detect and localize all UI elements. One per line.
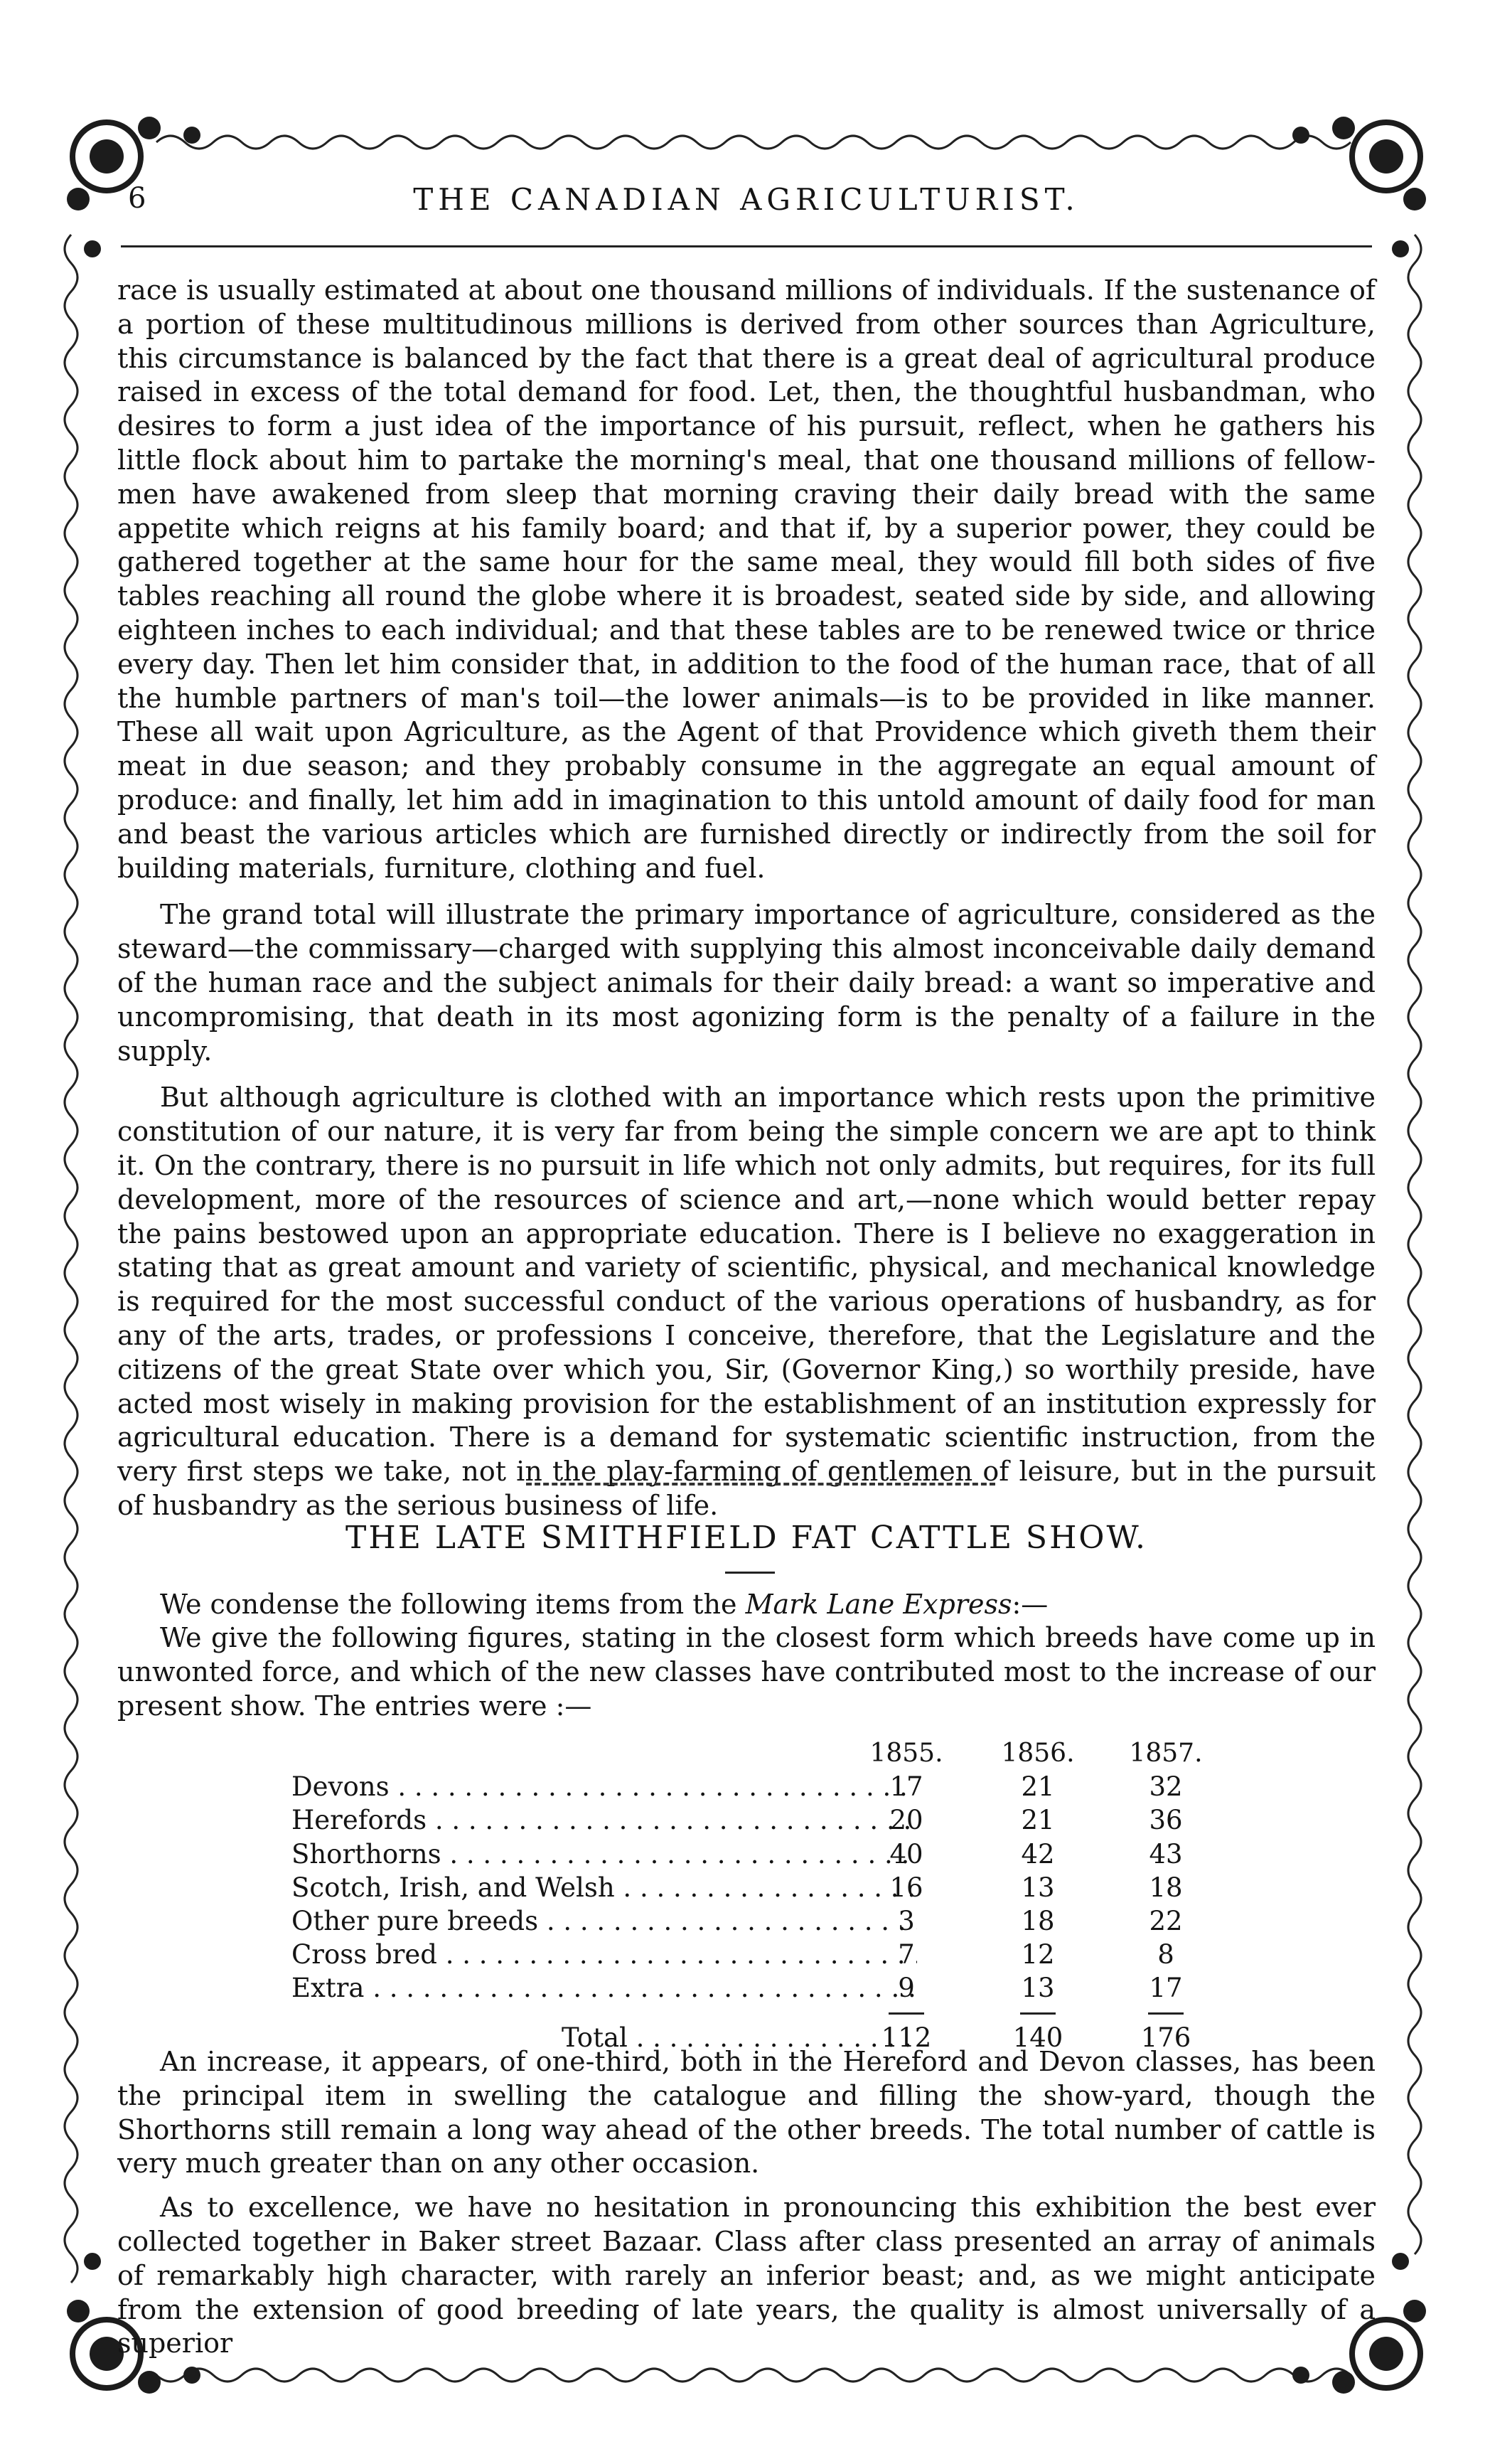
source-intro: [117, 1587, 1376, 1621]
running-header: [121, 178, 1372, 228]
paragraph-2: The grand total will illustrate the primary importance of agriculture, considered as the steward—the commissary—charged with supplying this almost inconceivable daily demand of the human race and the subject animals for their daily bread: a want so imperative and uncompromising, that death in its most agonizing form is the penalty of a failure in the supply.: [117, 899, 1376, 1067]
value-1855: 9: [898, 1973, 915, 2004]
table-row-cross-bred: [291, 1938, 1230, 1971]
entries-intro-paragraph: We give the following figures, stating in the closest form which breeds have come up in unwonted force, and which of the new classes have contributed most to the increase of our present show. The entries were :—: [117, 1622, 1376, 1722]
total-1856: 140: [1012, 2022, 1063, 2053]
page-number: 6: [128, 182, 146, 215]
total-label: Total . . .: [562, 2021, 917, 2054]
year-header-1856: 1856.: [1001, 1739, 1075, 1768]
bottom-border-flourish: [156, 2369, 1351, 2382]
excellence-paragraph: As to excellence, we have no hesitation in pronouncing this exhibition the best ever collected together in Baker street Bazaar. Class after class presented an array of animals of remarkably high character, with rarely an inferior beast; and, as we might anticipate from the extension of good breeding of late years, the quality is almost universally of a superior: [117, 2192, 1376, 2359]
value-1855: 17: [889, 1771, 923, 1803]
table-row-herefords: [291, 1803, 1230, 1837]
header-rule: [121, 245, 1372, 247]
value-1855: 40: [889, 1838, 923, 1870]
title-underline: [725, 1572, 775, 1574]
section-text: [117, 1587, 1376, 1723]
total-rule-1856: [1020, 2012, 1056, 2015]
intro-prefix: We condense the following items from the: [160, 1589, 746, 1620]
table-row-shorthorns: [291, 1838, 1230, 1871]
journal-title: THE CANADIAN AGRICULTURIST.: [413, 182, 1080, 217]
table-header-row: [291, 1737, 1230, 1770]
value-1856: 21: [1021, 1805, 1055, 1836]
table-row-extra: [291, 1971, 1230, 2005]
table-row-other-pure-breeds: [291, 1904, 1230, 1938]
intro-suffix: :—: [1012, 1589, 1049, 1620]
increase-paragraph: An increase, it appears, of one-third, both in the Hereford and Devon classes, has been the principal item in swelling the catalogue and filling the show-yard, though the Shorthorns still remain a long way ahead of the other breeds. The total number of cattle is very much greater than on any other occasion.: [117, 2046, 1376, 2180]
article-body: [117, 274, 1376, 1523]
total-rule-1855: [889, 2012, 924, 2015]
right-border-flourish: [1408, 235, 1421, 2254]
row-label: Extra . . .: [291, 1971, 917, 2005]
value-1856: 13: [1021, 1973, 1055, 2004]
value-1856: 13: [1021, 1872, 1055, 1903]
table-row-devons: [291, 1770, 1230, 1803]
source-name: Mark Lane Express: [745, 1589, 1012, 1620]
year-header-1855: 1855.: [869, 1739, 943, 1768]
section-separator: [526, 1483, 995, 1486]
value-1856: 18: [1021, 1905, 1055, 1936]
value-1856: 12: [1021, 1939, 1055, 1970]
value-1857: 8: [1157, 1939, 1174, 1970]
paragraph-3: But although agriculture is clothed with an importance which rests upon the primitive constitution of our nature, it is very far from being the simple concern we are apt to think it. On the contrary, there is no pursuit in life which not only admits, but requires, for its full development, more of the resources of science and art,—none which would better repay the pains bestowed upon an appropriate education. There is I believe no exaggeration in stating that as great amount and variety of scientific, physical, and mechanical knowledge is required for the most successful conduct of the various operations of husbandry, as for any of the arts, trades, or professions I conceive, therefore, that the Legislature and the citizens of the great State over which you, Sir, (Governor King,) so worthily preside, have acted most wisely in making provision for the establishment of an institution expressly for agricultural education. There is a demand for systematic scientific instruction, from the very first steps we take, not in the play-farming of gentlemen of leisure, but in the pursuit of husbandry as the serious business of life.: [117, 1082, 1376, 1521]
entries-table: [291, 1737, 1230, 2054]
value-1855: 20: [889, 1805, 923, 1836]
total-1855: 112: [881, 2022, 932, 2053]
value-1855: 16: [889, 1872, 923, 1903]
value-1855: 7: [898, 1939, 915, 1970]
row-label: Cross bred . . .: [291, 1938, 917, 1971]
row-label: Other pure breeds . . .: [291, 1904, 917, 1938]
value-1855: 3: [898, 1905, 915, 1936]
section-title: THE LATE SMITHFIELD FAT CATTLE SHOW.: [345, 1520, 1148, 1556]
value-1857: 18: [1149, 1872, 1183, 1903]
value-1857: 36: [1149, 1805, 1183, 1836]
left-border-flourish: [65, 235, 77, 2283]
value-1856: 42: [1021, 1838, 1055, 1870]
year-header-1857: 1857.: [1129, 1739, 1203, 1768]
top-border-flourish: [156, 136, 1351, 149]
value-1857: 17: [1149, 1973, 1183, 2004]
row-label: Devons . . .: [291, 1770, 917, 1803]
value-1856: 21: [1021, 1771, 1055, 1803]
total-rule-1857: [1148, 2012, 1184, 2015]
row-label: Scotch, Irish, and Welsh . . .: [291, 1871, 917, 1904]
value-1857: 22: [1149, 1905, 1183, 1936]
row-label: Herefords . . .: [291, 1803, 917, 1837]
total-1857: 176: [1140, 2022, 1191, 2053]
row-label: Shorthorns . . .: [291, 1838, 917, 1871]
value-1857: 32: [1149, 1771, 1183, 1803]
section-text-continued: [117, 2045, 1376, 2361]
total-rule-row: [291, 2005, 1230, 2021]
value-1857: 43: [1149, 1838, 1183, 1870]
paragraph-1: race is usually estimated at about one thousand millions of individuals. If the sustenance of a portion of these multitudinous millions is derived from other sources than Agriculture, this circumstance is balanced by the fact that there is a great deal of agricultural produce raised in excess of the total demand for food. Let, then, the thoughtful husbandman, who desires to form a just idea of the importance of his pursuit, reflect, when he gathers his little flock about him to partake the morning's meal, that one thousand millions of fellow-men have awakened from sleep that morning craving their daily bread with the same appetite which reigns at his family board; and that if, by a superior power, they could be gathered together at the same hour for the same meal, they would fill both sides of five tables reaching all round the globe where it is broadest, seated side by side, and allowing eighteen inches to each individual; and that these tables are to be renewed twice or thrice every day. Then let him consider that, in addition to the food of the human race, that of all the humble partners of man's toil—the lower animals—is to be provided in like manner. These all wait upon Agriculture, as the Agent of that Providence which giveth them their meat in due season; and they probably consume in the aggregate an equal amount of produce: and finally, let him add in imagination to this untold amount of daily food for man and beast the various articles which are furnished directly or indirectly from the soil for building materials, furniture, clothing and fuel.: [117, 274, 1376, 884]
table-row-scotch-irish-welsh: [291, 1871, 1230, 1904]
